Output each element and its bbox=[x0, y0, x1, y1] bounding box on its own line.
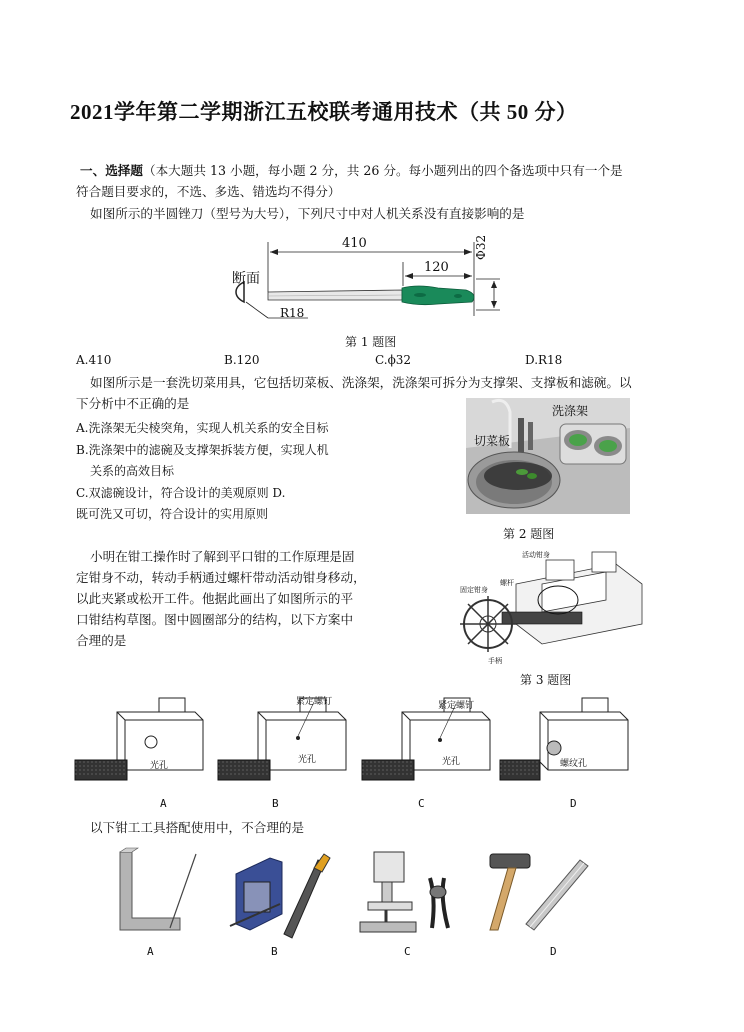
section-heading: 一、选择题 bbox=[80, 163, 143, 178]
q3-caption: 第 3 题图 bbox=[520, 673, 572, 687]
q1-option-c[interactable]: C.ϕ32 bbox=[375, 353, 412, 367]
q4-option-a[interactable]: A bbox=[147, 945, 154, 958]
q1-dim-handle: 120 bbox=[424, 260, 449, 275]
q3-label-fixed-jaw: 固定钳身 bbox=[460, 586, 488, 594]
q2-label-rack: 洗涤架 bbox=[552, 404, 589, 418]
q3-opt-d-hole-label: 螺纹孔 bbox=[560, 759, 588, 769]
q3-option-d-figure bbox=[500, 690, 640, 790]
q4-option-b-figure bbox=[226, 854, 336, 938]
q3-vise-figure bbox=[446, 544, 646, 664]
q2-option-b-cont: 关系的高效目标 bbox=[90, 464, 175, 478]
q4-option-a-figure bbox=[100, 848, 200, 938]
q3-label-moving-jaw: 活动钳身 bbox=[522, 551, 550, 559]
q2-stem-line2: 下分析中不正确的是 bbox=[76, 396, 190, 411]
q3-label-screw: 螺杆 bbox=[500, 579, 514, 587]
section-intro-line2: 符合题目要求的，不选、多选、错选均不得分） bbox=[76, 184, 341, 199]
q3-stem-line2: 定钳身不动，转动手柄通过螺杆带动活动钳身移动， bbox=[76, 570, 366, 585]
q2-sink-figure bbox=[466, 398, 630, 514]
q2-option-c[interactable]: C.双滤碗设计，符合设计的美观原则 D. bbox=[76, 486, 286, 500]
q4-option-d[interactable]: D bbox=[550, 945, 557, 958]
q1-dim-r: R18 bbox=[280, 306, 305, 320]
q4-stem: 以下钳工工具搭配使用中，不合理的是 bbox=[90, 820, 305, 835]
q3-option-c[interactable]: C bbox=[418, 797, 425, 810]
q3-opt-b-screw-label: 紧定螺钉 bbox=[296, 697, 333, 707]
q3-option-b[interactable]: B bbox=[272, 797, 279, 810]
q3-option-a[interactable]: A bbox=[160, 797, 167, 810]
q4-option-c-figure bbox=[352, 848, 462, 938]
q2-option-b[interactable]: B.洗涤架中的滤碗及支撑架拆装方便，实现人机 bbox=[76, 443, 329, 457]
q3-option-d[interactable]: D bbox=[570, 797, 577, 810]
q1-section-label: 断面 bbox=[232, 271, 260, 287]
q3-option-b-figure bbox=[218, 690, 358, 790]
q2-option-a[interactable]: A.洗涤架无尖棱突角，实现人机关系的安全目标 bbox=[76, 421, 329, 435]
q3-stem-line1: 小明在钳工操作时了解到平口钳的工作原理是固 bbox=[90, 549, 355, 564]
q1-option-d[interactable]: D.R18 bbox=[525, 353, 563, 367]
q4-option-c[interactable]: C bbox=[404, 945, 411, 958]
q1-caption: 第 1 题图 bbox=[345, 335, 397, 349]
q2-stem-line1: 如图所示是一套洗切菜用具，它包括切菜板、洗涤架，洗涤架可拆分为支撑架、支撑板和滤碗。以 bbox=[90, 375, 632, 390]
q3-stem-line5: 合理的是 bbox=[76, 633, 127, 648]
q4-option-b[interactable]: B bbox=[271, 945, 278, 958]
q1-dim-phi: Φ32 bbox=[474, 234, 488, 260]
q4-option-d-figure bbox=[484, 850, 594, 934]
q3-opt-b-hole-label: 光孔 bbox=[298, 755, 317, 765]
section-intro-line1 bbox=[80, 160, 623, 181]
q2-caption: 第 2 题图 bbox=[503, 527, 555, 541]
q1-option-a[interactable]: A.410 bbox=[76, 353, 112, 367]
q1-option-b[interactable]: B.120 bbox=[224, 353, 260, 367]
q3-option-a-figure bbox=[75, 690, 210, 790]
q3-opt-c-screw-label: 紧定螺钉 bbox=[438, 701, 475, 711]
q3-stem-line3: 以此夹紧或松开工件。他据此画出了如图所示的平 bbox=[76, 591, 354, 606]
page-title: 2021学年第二学期浙江五校联考通用技术（共 50 分） bbox=[70, 100, 578, 124]
q3-opt-a-hole-label: 光孔 bbox=[150, 761, 169, 771]
q2-label-board: 切菜板 bbox=[474, 434, 511, 448]
q3-stem-line4: 口钳结构草图。图中圆圈部分的结构，以下方案中 bbox=[76, 612, 354, 627]
section-intro: （本大题共 13 小题，每小题 2 分，共 26 分。每小题列出的四个备选项中只有一个是 bbox=[142, 163, 623, 178]
q3-label-handle: 手柄 bbox=[488, 657, 502, 665]
q3-opt-c-hole-label: 光孔 bbox=[442, 757, 461, 767]
q1-file-figure bbox=[228, 232, 508, 332]
q2-option-d[interactable]: 既可洗又可切，符合设计的实用原则 bbox=[76, 507, 269, 521]
q1-stem: 如图所示的半圆锉刀（型号为大号），下列尺寸中对人机关系没有直接影响的是 bbox=[90, 206, 525, 221]
q1-dim-total: 410 bbox=[342, 236, 367, 251]
q3-option-c-figure bbox=[362, 690, 502, 790]
